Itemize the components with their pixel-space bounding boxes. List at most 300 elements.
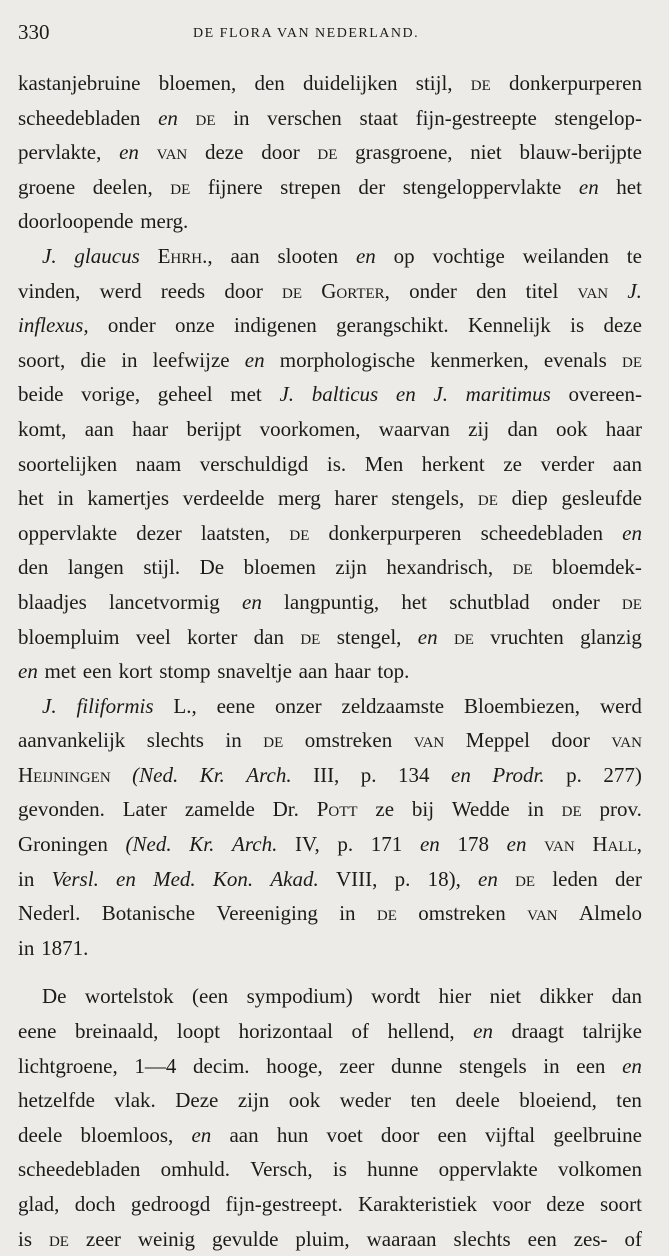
text-line [18, 792, 642, 827]
word: prov. [599, 797, 642, 822]
paragraph-gap [18, 965, 642, 979]
word: scheedebladen [18, 105, 141, 130]
word: stengel, [336, 624, 402, 649]
word: gevulde [211, 1226, 279, 1251]
text-line [18, 1049, 642, 1084]
text-line [18, 1187, 642, 1222]
word: in [233, 105, 250, 130]
word: hun [276, 1122, 309, 1147]
word: met [230, 382, 262, 407]
word: een [437, 1122, 467, 1147]
word: bloemen [243, 555, 316, 580]
word: Men [364, 451, 404, 476]
word: glad, [18, 1192, 60, 1216]
word: lancetvormig [109, 589, 220, 614]
word: gesleufde [561, 486, 642, 511]
word: waaraan [366, 1226, 437, 1251]
word: te [626, 243, 642, 268]
word: weder [339, 1088, 391, 1113]
word: korter [187, 624, 238, 649]
word: en [478, 866, 498, 891]
word: vinden, [18, 278, 81, 303]
word: Later [122, 797, 168, 822]
word: 18), [427, 866, 461, 891]
word: maritimus [465, 382, 551, 407]
word: deele [455, 1088, 500, 1113]
word: Bloembiezen, [464, 693, 581, 718]
word: van [611, 728, 642, 753]
word: aanvankelijk [18, 728, 126, 753]
word: lichtgroene, [18, 1053, 118, 1078]
word: de [289, 520, 310, 545]
word: strepen [280, 174, 341, 199]
word: de [453, 624, 474, 649]
word: is [570, 313, 585, 338]
word: talrijke [582, 1019, 642, 1044]
word: glaucus [74, 243, 140, 268]
word: onze [175, 313, 215, 338]
text-line [18, 66, 642, 101]
word: berijpt [186, 416, 242, 441]
word: (Ned. [132, 762, 179, 787]
word: L., [173, 693, 197, 718]
word: een [576, 1053, 606, 1078]
word: verdeelde [182, 486, 265, 511]
word: leefwijze [152, 347, 230, 372]
word: wordt [371, 984, 421, 1009]
word: eene [216, 693, 256, 718]
word: kort [118, 659, 153, 684]
word: vorige, [81, 382, 141, 407]
word: sympodium) [246, 984, 353, 1009]
word: veel [135, 624, 171, 649]
word: glanzig [580, 624, 642, 649]
word: bij [411, 797, 435, 822]
word: hunne [367, 1157, 419, 1182]
word: p. [394, 866, 411, 891]
word: ten [616, 1088, 642, 1113]
word: en [451, 762, 471, 787]
word: stomp [159, 659, 211, 684]
word: kamertjes [87, 486, 170, 511]
page-number: 330 [18, 20, 50, 44]
word: en [473, 1019, 493, 1044]
running-title: DE FLORA VAN NEDERLAND. [193, 26, 420, 41]
word: niet [489, 984, 522, 1009]
text-line [18, 135, 642, 170]
word: van [413, 728, 445, 753]
word: en [622, 1053, 642, 1078]
word: oppervlakte [18, 520, 118, 545]
word: J. [42, 243, 57, 268]
word: evenals [543, 347, 607, 372]
word: laatsten, [200, 520, 271, 545]
word: zeer [85, 1226, 121, 1251]
word: pervlakte, [18, 140, 102, 165]
text-line [18, 585, 642, 620]
word: den [476, 278, 507, 303]
word: door [261, 140, 300, 165]
word: en [506, 832, 527, 857]
word: 1871. [41, 935, 89, 960]
word: in [18, 935, 35, 960]
word: en [395, 382, 416, 407]
word: onzer [274, 693, 322, 718]
word: de [263, 728, 284, 753]
word: morphologische [279, 347, 416, 372]
word: de [195, 105, 216, 130]
word: en [119, 140, 139, 165]
word: in [527, 797, 544, 822]
word: donkerpurperen [509, 71, 642, 95]
word: in [57, 486, 74, 511]
word: zijn [335, 555, 367, 580]
word: de [621, 589, 642, 614]
word: Heijningen [18, 762, 111, 787]
word: draagt [511, 1019, 564, 1044]
word: aan [229, 1122, 259, 1147]
word: diep [511, 486, 548, 511]
word: Vereeniging [216, 901, 318, 926]
word: een [527, 1226, 557, 1251]
word: het [616, 174, 642, 199]
word: vochtige [432, 243, 505, 268]
text-line [18, 1014, 642, 1049]
word: 134 [398, 762, 430, 787]
word: de [515, 866, 536, 891]
word: vlak. [114, 1088, 156, 1113]
word: bloemen, [158, 71, 237, 95]
word: door [224, 278, 263, 303]
text-line [18, 412, 642, 447]
word: oppervlakte [438, 1157, 538, 1182]
word: bloempluim [18, 624, 120, 649]
word: soortelijken [18, 451, 118, 476]
word: in [225, 728, 242, 753]
word: weilanden [522, 243, 609, 268]
word: p. [337, 832, 354, 857]
word: is [18, 1226, 33, 1251]
word: dan [611, 984, 642, 1009]
word: volkomen [557, 1157, 642, 1182]
word: J. [433, 382, 448, 407]
word: en [622, 520, 642, 545]
word: De [42, 984, 67, 1009]
word: of [624, 1226, 642, 1251]
word: loopt [176, 1019, 221, 1044]
word: langen [67, 555, 124, 580]
word: en [419, 832, 440, 857]
word: onder [409, 278, 457, 303]
word: omhuld. [160, 1157, 231, 1182]
word: Kr. [199, 762, 225, 787]
word: Kon. [212, 866, 254, 891]
word: Arch. [232, 832, 278, 857]
word: Karakteristiek [358, 1192, 478, 1216]
word: pluim, [295, 1226, 350, 1251]
word: niet [470, 140, 502, 165]
word: naam [135, 451, 182, 476]
word: aan [612, 451, 642, 476]
word: de [622, 347, 642, 372]
word: stijl. [143, 555, 181, 580]
word: Ehrh., [157, 243, 213, 268]
word: (een [192, 984, 229, 1009]
text-line [18, 723, 642, 758]
word: fijn-gestreepte [415, 105, 537, 130]
word: omstreken [304, 728, 393, 753]
word: Gorter, [321, 278, 390, 303]
word: voet [326, 1122, 363, 1147]
word: der [358, 174, 386, 199]
word: IV, [295, 832, 320, 857]
word: deelen, [92, 174, 153, 199]
word: gevonden. [18, 797, 105, 822]
word: Almelo [578, 901, 642, 926]
word: hier [438, 984, 472, 1009]
word: wortelstok [84, 984, 174, 1009]
word: overeen- [568, 382, 642, 407]
text-line [18, 1222, 642, 1256]
word: door [551, 728, 590, 753]
text-line [18, 1118, 642, 1153]
word: zeldzaamste [341, 693, 445, 718]
word: Deze [175, 1088, 219, 1113]
word: ten [410, 1088, 437, 1113]
text-line [18, 1152, 642, 1187]
word: blaadjes [18, 589, 87, 614]
word: de [561, 797, 582, 822]
word: komt, [18, 416, 67, 441]
text-line [18, 896, 642, 931]
word: groene [18, 174, 76, 199]
word: hexandrisch, [386, 555, 494, 580]
word: het [401, 589, 427, 614]
word: en [417, 624, 438, 649]
word: hooge, [266, 1053, 323, 1078]
word: J. [627, 278, 642, 303]
word: een [82, 659, 112, 684]
text-line [18, 377, 642, 412]
word: Groningen [18, 832, 108, 857]
word: Arch. [246, 762, 292, 787]
word: deele [18, 1122, 63, 1147]
word: inflexus, [18, 313, 89, 338]
word: is [332, 1157, 347, 1182]
word: ze [503, 451, 522, 476]
word: de [48, 1226, 69, 1251]
word: is. [326, 451, 347, 476]
word: J. [279, 382, 295, 407]
word: snaveltje [217, 659, 292, 684]
word: blauw-berijpte [519, 140, 642, 165]
word: verder [540, 451, 595, 476]
word: de [300, 624, 321, 649]
word: en [242, 589, 262, 614]
word: staat [359, 105, 398, 130]
word: voor [492, 1192, 531, 1216]
word: vijftal [484, 1122, 536, 1147]
word: voorkomen, [259, 416, 361, 441]
word: Prodr. [492, 762, 545, 787]
text-line [18, 689, 642, 724]
word: vruchten [490, 624, 564, 649]
word: VIII, [335, 866, 378, 891]
word: leden [552, 866, 598, 891]
text-line [18, 239, 642, 274]
word: horizontaal [238, 1019, 334, 1044]
text-line [18, 343, 642, 378]
word: grasgroene, [355, 140, 453, 165]
word: p. [360, 762, 377, 787]
word: fijn-gestreept. [225, 1192, 343, 1216]
word: Pott [316, 797, 358, 822]
word: zamelde [184, 797, 255, 822]
word: donkerpurperen [328, 520, 462, 545]
word: scheedebladen [18, 1157, 141, 1182]
word: dan [253, 624, 284, 649]
word: de [170, 174, 191, 199]
word: de [282, 278, 303, 303]
word: met [44, 659, 77, 684]
word: 178 [457, 832, 489, 857]
word: op [393, 243, 415, 268]
word: door [380, 1122, 420, 1147]
word: in [18, 866, 35, 891]
word: hellend, [387, 1019, 455, 1044]
word: van [527, 901, 558, 926]
word: en [116, 866, 136, 891]
word: zijn [237, 1088, 270, 1113]
word: onder [551, 589, 600, 614]
word: scheedebladen [480, 520, 603, 545]
word: Botanische [101, 901, 196, 926]
word: bloemdek- [552, 555, 642, 580]
word: herkent [421, 451, 485, 476]
word: stengeloppervlakte [402, 174, 562, 199]
word: dezer [136, 520, 182, 545]
word: haar [132, 416, 169, 441]
word: deze [603, 313, 642, 338]
text-line [18, 931, 642, 966]
word: III, [313, 762, 340, 787]
text-line [18, 274, 642, 309]
word: stengels, [391, 486, 465, 511]
text-line [18, 827, 642, 862]
word: deze [204, 140, 244, 165]
word: zeer [339, 1053, 375, 1078]
word: werd [99, 278, 142, 303]
word: p. [566, 762, 582, 787]
text-line [18, 979, 642, 1014]
word: en [244, 347, 265, 372]
text-line [18, 758, 642, 793]
word: slechts [453, 1226, 511, 1251]
word: de [470, 71, 491, 95]
word: Kennelijk [467, 313, 551, 338]
text-line [18, 1083, 642, 1118]
text-line [18, 170, 642, 205]
word: breinaald, [74, 1019, 159, 1044]
word: in [121, 347, 138, 372]
word: verschuldigd [199, 451, 309, 476]
word: het [18, 486, 44, 511]
text-line [18, 516, 642, 551]
word: ze [375, 797, 395, 822]
word: Wedde [451, 797, 510, 822]
word: top. [377, 659, 410, 684]
word: aan [230, 243, 260, 268]
text-line [18, 204, 642, 239]
word: 171 [370, 832, 403, 857]
word: bloemloos, [80, 1122, 174, 1147]
word: en [18, 659, 38, 684]
word: der [615, 866, 642, 891]
word: werd [599, 693, 642, 718]
word: de [317, 140, 338, 165]
word: in [543, 1053, 560, 1078]
word: van [544, 832, 575, 857]
word: (Ned. [125, 832, 172, 857]
word: in [339, 901, 356, 926]
word: dikker [539, 984, 594, 1009]
word: van [577, 278, 609, 303]
text-line [18, 862, 642, 897]
word: dunne [391, 1053, 443, 1078]
word: eene [18, 1019, 57, 1044]
word: gerangschikt. [336, 313, 449, 338]
word: Hall, [592, 832, 642, 857]
word: hetzelfde [18, 1088, 95, 1113]
word: soort [599, 1192, 642, 1216]
word: J. [42, 693, 57, 718]
word: doch [74, 1192, 116, 1216]
word: Versl. [51, 866, 99, 891]
word: decim. [193, 1053, 250, 1078]
word: omstreken [418, 901, 506, 926]
word: Nederl. [18, 901, 81, 926]
word: fijnere [207, 174, 263, 199]
word: aan [84, 416, 114, 441]
word: slechts [146, 728, 204, 753]
word: haar [334, 659, 371, 684]
word: de [376, 901, 397, 926]
word: 1—4 [134, 1053, 177, 1078]
word: geelbruine [553, 1122, 642, 1147]
word: zij [468, 416, 490, 441]
word: van [156, 140, 188, 165]
word: ook [556, 416, 588, 441]
word: Kr. [189, 832, 215, 857]
word: zes- [573, 1226, 608, 1251]
word: merg. [140, 209, 189, 234]
word: aan [298, 659, 328, 684]
word: bloeiend, [519, 1088, 597, 1113]
word: kastanjebruine [18, 71, 141, 95]
word: deze [546, 1192, 585, 1216]
word: duidelijken [303, 71, 398, 95]
word: den [254, 71, 285, 95]
word: 277) [603, 762, 642, 787]
word: den [18, 555, 49, 580]
word: langpuntig, [284, 589, 380, 614]
word: Dr. [272, 797, 299, 822]
word: en [355, 243, 376, 268]
word: harer [334, 486, 378, 511]
word: beide [18, 382, 64, 407]
text-line [18, 447, 642, 482]
body-text [18, 66, 642, 1256]
